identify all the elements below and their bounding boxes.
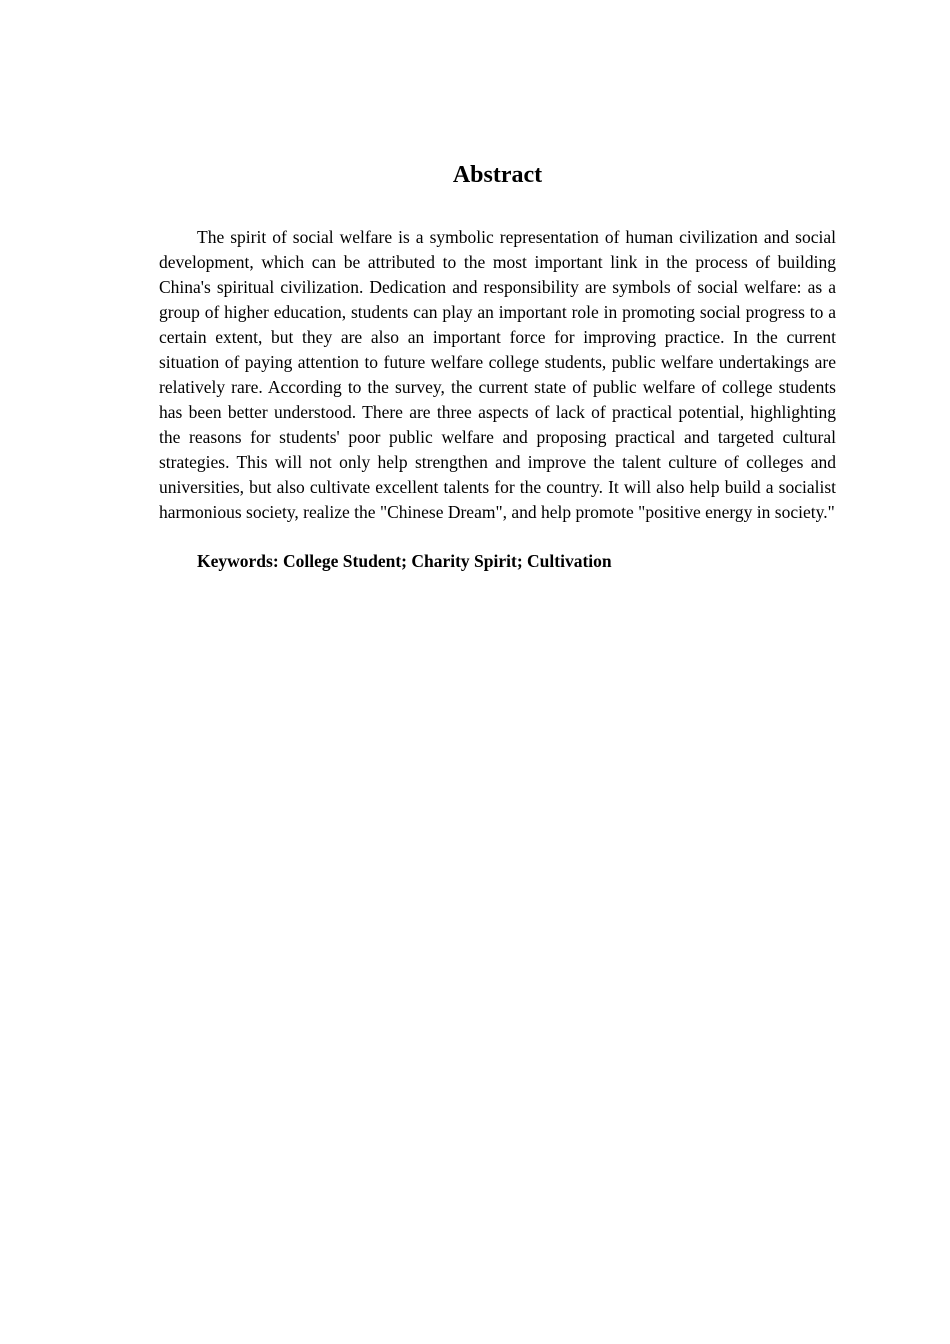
abstract-section (159, 158, 836, 574)
abstract-body: The spirit of social welfare is a symbolic representation of human civilization and social development, which can be attributed to the most important link in the process of building China's spiritual civilization. Dedication and responsibility are symbols of social welfare: as a group of higher education, students can play an important role in promoting social progress to a certain extent, but they are also an important force for improving practice. In the current situation of paying attention to future welfare college students, public welfare undertakings are relatively rare. According to the survey, the current state of public welfare of college students has been better understood. There are three aspects of lack of practical potential, highlighting the reasons for students' poor public welfare and proposing practical and targeted cultural strategies. This will not only help strengthen and improve the talent culture of colleges and universities, but also cultivate excellent talents for the country. It will also help build a socialist harmonious society, realize the "Chinese Dream", and help promote "positive energy in society." (159, 227, 836, 522)
abstract-title: Abstract (452, 162, 543, 188)
keywords-line: Keywords: College Student; Charity Spirit; Cultivation (197, 551, 612, 571)
